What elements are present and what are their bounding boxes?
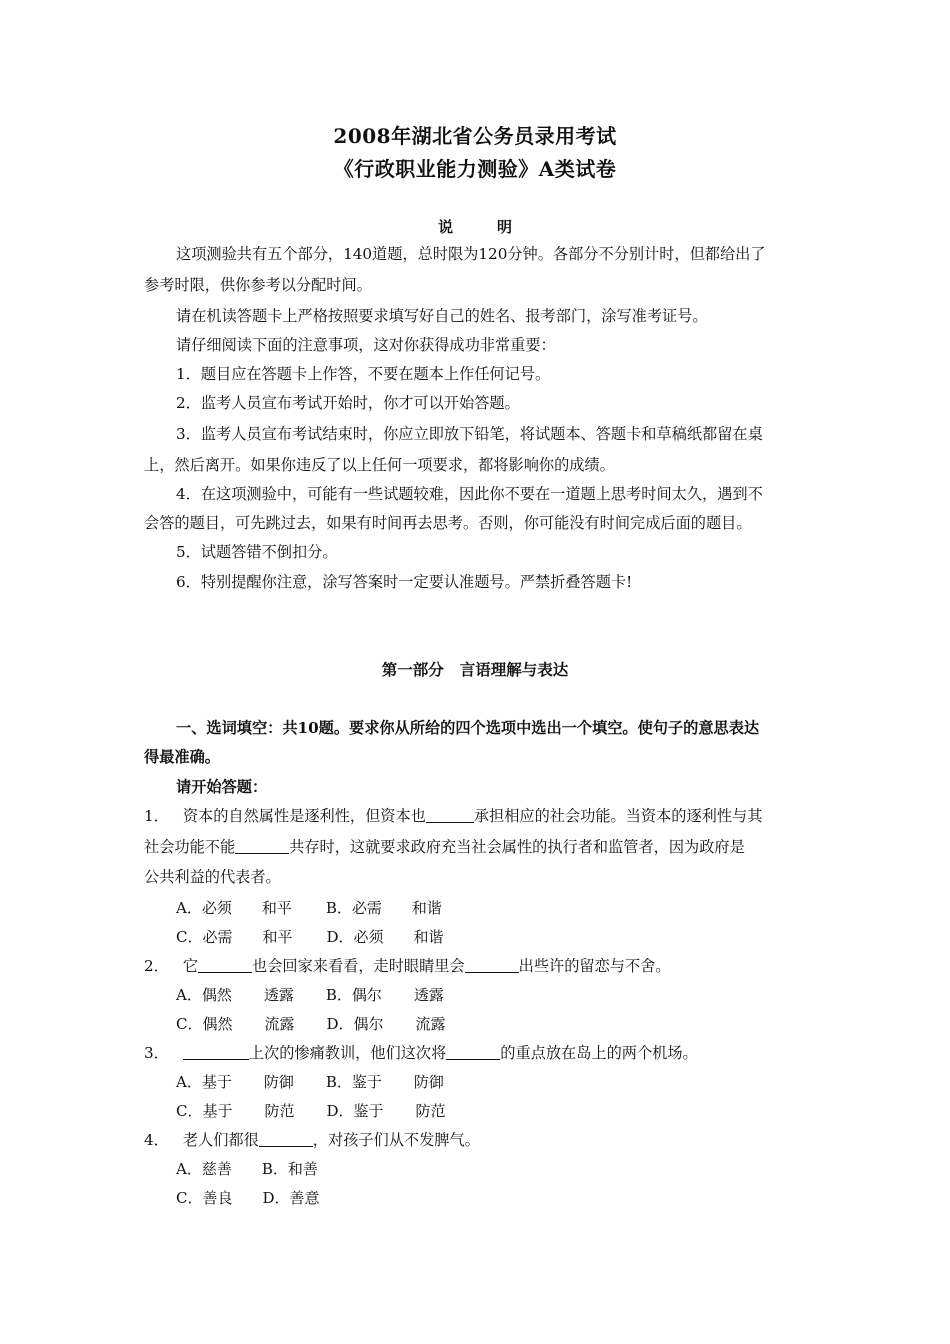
option-d: D．善意 xyxy=(262,1189,320,1207)
blank xyxy=(198,958,252,973)
instructions-paragraph: 参考时限，供你参考以分配时间。 xyxy=(144,276,372,294)
notice-item: 3．监考人员宣布考试结束时，你应立即放下铅笔，将试题本、答题卡和草稿纸都留在桌 xyxy=(176,425,763,443)
option-word: 和谐 xyxy=(413,928,444,946)
question-text: 承担相应的社会功能。当资本的逐利性与其 xyxy=(473,807,763,825)
blank xyxy=(446,1045,500,1060)
options-row xyxy=(176,927,444,947)
instructions-heading-char-1: 说 xyxy=(437,218,453,236)
options-row xyxy=(176,1188,320,1208)
option-word: 流露 xyxy=(264,1015,295,1033)
notice-item: 4．在这项测验中，可能有一些试题较难，因此你不要在一道题上思考时间太久，遇到不 xyxy=(176,485,763,503)
question-1 xyxy=(144,806,762,826)
option-word: 和平 xyxy=(262,928,293,946)
section-name: 言语理解与表达 xyxy=(459,660,569,679)
question-1-line3: 公共利益的代表者。 xyxy=(144,868,281,886)
question-text: 资本的自然属性是逐利性，但资本也 xyxy=(182,807,426,825)
option-d: D．偶尔 xyxy=(326,1015,384,1033)
section-part: 第一部分 xyxy=(381,660,444,679)
option-a: A．偶然 xyxy=(176,986,232,1004)
option-a: A．基于 xyxy=(176,1073,232,1091)
question-number: 1． xyxy=(144,807,169,825)
instructions-paragraph: 这项测验共有五个部分，140道题，总时限为120分钟。各部分不分别计时，但都给出了 xyxy=(176,245,766,263)
notice-item: 5．试题答错不倒扣分。 xyxy=(176,543,338,561)
question-text: 上次的惨痛教训，他们这次将 xyxy=(248,1044,447,1062)
question-3 xyxy=(144,1043,698,1063)
option-word: 透露 xyxy=(413,986,444,1004)
option-a: A．慈善 xyxy=(176,1160,232,1178)
option-word: 和平 xyxy=(261,899,292,917)
notice-item: 会答的题目，可先跳过去，如果有时间再去思考。否则，你可能没有时间完成后面的题目。 xyxy=(144,514,752,532)
options-row xyxy=(176,1101,446,1121)
option-b: B．必需 xyxy=(325,899,382,917)
notice-item: 2．监考人员宣布考试开始时，你才可以开始答题。 xyxy=(176,394,520,412)
question-1-line2 xyxy=(144,837,745,857)
section-intro: 一、选词填空：共10题。要求你从所给的四个选项中选出一个填空。使句子的意思表达 xyxy=(176,719,760,737)
option-word: 流露 xyxy=(415,1015,446,1033)
blank xyxy=(465,958,519,973)
question-text: 共存时，这就要求政府充当社会属性的执行者和监管者，因为政府是 xyxy=(289,838,745,856)
options-row xyxy=(176,898,442,918)
option-b: B．偶尔 xyxy=(325,986,382,1004)
option-c: C．偶然 xyxy=(176,1015,233,1033)
question-text: 的重点放在岛上的两个机场。 xyxy=(500,1044,698,1062)
option-a: A．必须 xyxy=(176,899,232,917)
blank xyxy=(426,808,474,823)
exam-title-line1: 2008年湖北省公务员录用考试 xyxy=(333,124,617,148)
instructions-heading-char-2: 明 xyxy=(497,218,513,236)
options-row xyxy=(176,1072,444,1092)
blank xyxy=(183,1045,249,1060)
notice-item: 上，然后离开。如果你违反了以上任何一项要求，都将影响你的成绩。 xyxy=(144,456,615,474)
question-text: 它 xyxy=(182,957,199,975)
option-word: 防御 xyxy=(413,1073,444,1091)
start-prompt: 请开始答题： xyxy=(176,778,268,796)
question-4 xyxy=(144,1130,480,1150)
question-text: 社会功能不能 xyxy=(144,838,236,856)
blank xyxy=(259,1132,313,1147)
question-text: 老人们都很 xyxy=(182,1131,259,1149)
blank xyxy=(235,839,289,854)
instructions-paragraph: 请在机读答题卡上严格按照要求填写好自己的姓名、报考部门，涂写准考证号。 xyxy=(176,307,708,325)
question-2 xyxy=(144,956,671,976)
option-d: D．鉴于 xyxy=(326,1102,384,1120)
notice-item: 6．特别提醒你注意，涂写答案时一定要认准题号。严禁折叠答题卡! xyxy=(176,573,633,591)
question-text: 出些许的留恋与不舍。 xyxy=(518,957,671,975)
instructions-paragraph: 请仔细阅读下面的注意事项，这对你获得成功非常重要： xyxy=(176,336,556,354)
instructions-heading xyxy=(0,216,950,237)
option-word: 防范 xyxy=(415,1102,446,1120)
option-word: 和谐 xyxy=(411,899,442,917)
option-b: B．鉴于 xyxy=(325,1073,382,1091)
exam-title-line2: 《行政职业能力测验》A类试卷 xyxy=(333,157,617,181)
option-b: B．和善 xyxy=(261,1160,318,1178)
options-row xyxy=(176,1014,446,1034)
option-d: D．必须 xyxy=(326,928,384,946)
section-intro: 得最准确。 xyxy=(144,748,220,766)
options-row xyxy=(176,1159,318,1179)
options-row xyxy=(176,985,444,1005)
option-word: 防御 xyxy=(263,1073,294,1091)
question-text: ，对孩子们从不发脾气。 xyxy=(312,1131,480,1149)
notice-item: 1．题目应在答题卡上作答，不要在题本上作任何记号。 xyxy=(176,365,551,383)
question-number: 3． xyxy=(144,1044,169,1062)
option-word: 防范 xyxy=(264,1102,295,1120)
question-number: 2． xyxy=(144,957,169,975)
section-heading xyxy=(0,658,950,680)
option-word: 透露 xyxy=(263,986,294,1004)
option-c: C．基于 xyxy=(176,1102,233,1120)
option-c: C．善良 xyxy=(176,1189,233,1207)
question-number: 4． xyxy=(144,1131,169,1149)
question-text: 也会回家来看看，走时眼睛里会 xyxy=(252,957,465,975)
option-c: C．必需 xyxy=(176,928,233,946)
